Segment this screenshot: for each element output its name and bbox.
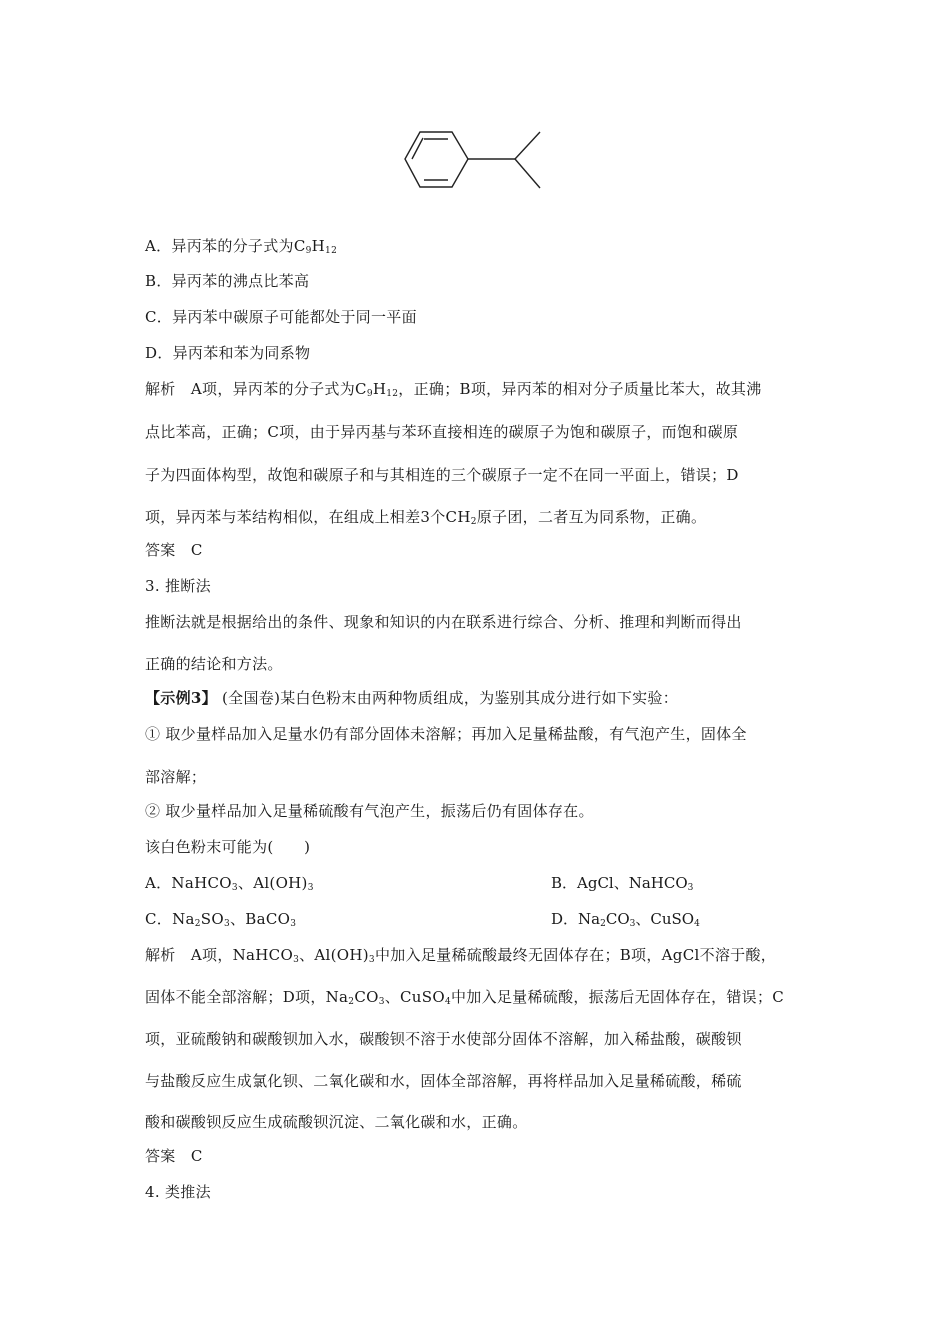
analysis-line: 解析 A项，NaHCO$_3$、$Al(OH)_3$中加入足量稀硫酸最终无固体存在；B项，AgCl不溶于酸， [145, 946, 777, 965]
option-d: D．异丙苯和苯为同系物 [145, 344, 311, 362]
option-b: B．异丙苯的沸点比苯高 [145, 272, 310, 290]
option-d: D．$Na_2CO_3$、CuSO$_4$ [551, 910, 700, 929]
analysis-line: 子为四面体构型，故饱和碳原子和与其相连的三个碳原子一定不在同一平面上，错误；D [145, 466, 739, 484]
option-a: A．异丙苯的分子式为$C_9H_{12}$ [145, 237, 338, 256]
option-c: C．$Na_2SO_3$、BaCO$_3$ [145, 910, 297, 929]
answer-line: 答案 C [145, 541, 203, 559]
experiment-step: ② 取少量样品加入足量稀硫酸有气泡产生，振荡后仍有固体存在。 [145, 802, 594, 820]
analysis-line: 酸和碳酸钡反应生成硫酸钡沉淀、二氧化碳和水，正确。 [145, 1113, 528, 1131]
paragraph: 推断法就是根据给出的条件、现象和知识的内在联系进行综合、分析、推理和判断而得出 [145, 613, 742, 631]
methyl-bond-upper [515, 132, 540, 159]
benzene-ring [405, 132, 468, 187]
question-stem: 该白色粉末可能为( ) [145, 838, 311, 856]
analysis-line: 固体不能全部溶解；D项，$Na_2CO_3$、CuSO$_4$中加入足量稀硫酸，振荡后无固体存在，错误；C [145, 988, 785, 1007]
analysis-line: 项，亚硫酸钠和碳酸钡加入水，碳酸钡不溶于水使部分固体不溶解，加入稀盐酸，碳酸钡 [145, 1030, 742, 1048]
example-title: 【示例3】 (全国卷)某白色粉末由两种物质组成，为鉴别其成分进行如下实验： [145, 689, 679, 707]
section-heading: 4. 类推法 [145, 1183, 211, 1201]
analysis-line: 与盐酸反应生成氯化钡、二氧化碳和水，固体全部溶解，再将样品加入足量稀硫酸，稀硫 [145, 1072, 742, 1090]
answer-line: 答案 C [145, 1147, 203, 1165]
experiment-step: 部溶解； [145, 768, 207, 786]
option-c: C．异丙苯中碳原子可能都处于同一平面 [145, 308, 417, 326]
analysis-line: 项，异丙苯与苯结构相似，在组成上相差3个$CH_2$原子团，二者互为同系物，正确。 [145, 508, 707, 527]
section-heading: 3. 推断法 [145, 577, 211, 595]
isopropylbenzene-structure [400, 125, 550, 195]
methyl-bond-lower [515, 159, 540, 188]
option-a: A．NaHCO$_3$、$Al(OH)_3$ [145, 874, 314, 893]
option-b: B．AgCl、NaHCO$_3$ [551, 874, 694, 893]
paragraph: 正确的结论和方法。 [145, 655, 283, 673]
analysis-line: 解析 A项，异丙苯的分子式为$C_9H_{12}$，正确；B项，异丙苯的相对分子质量比苯大，故其沸 [145, 380, 762, 399]
experiment-step: ① 取少量样品加入足量水仍有部分固体未溶解；再加入足量稀盐酸，有气泡产生，固体全 [145, 725, 747, 743]
analysis-line: 点比苯高，正确；C项，由于异丙基与苯环直接相连的碳原子为饱和碳原子，而饱和碳原 [145, 423, 739, 441]
